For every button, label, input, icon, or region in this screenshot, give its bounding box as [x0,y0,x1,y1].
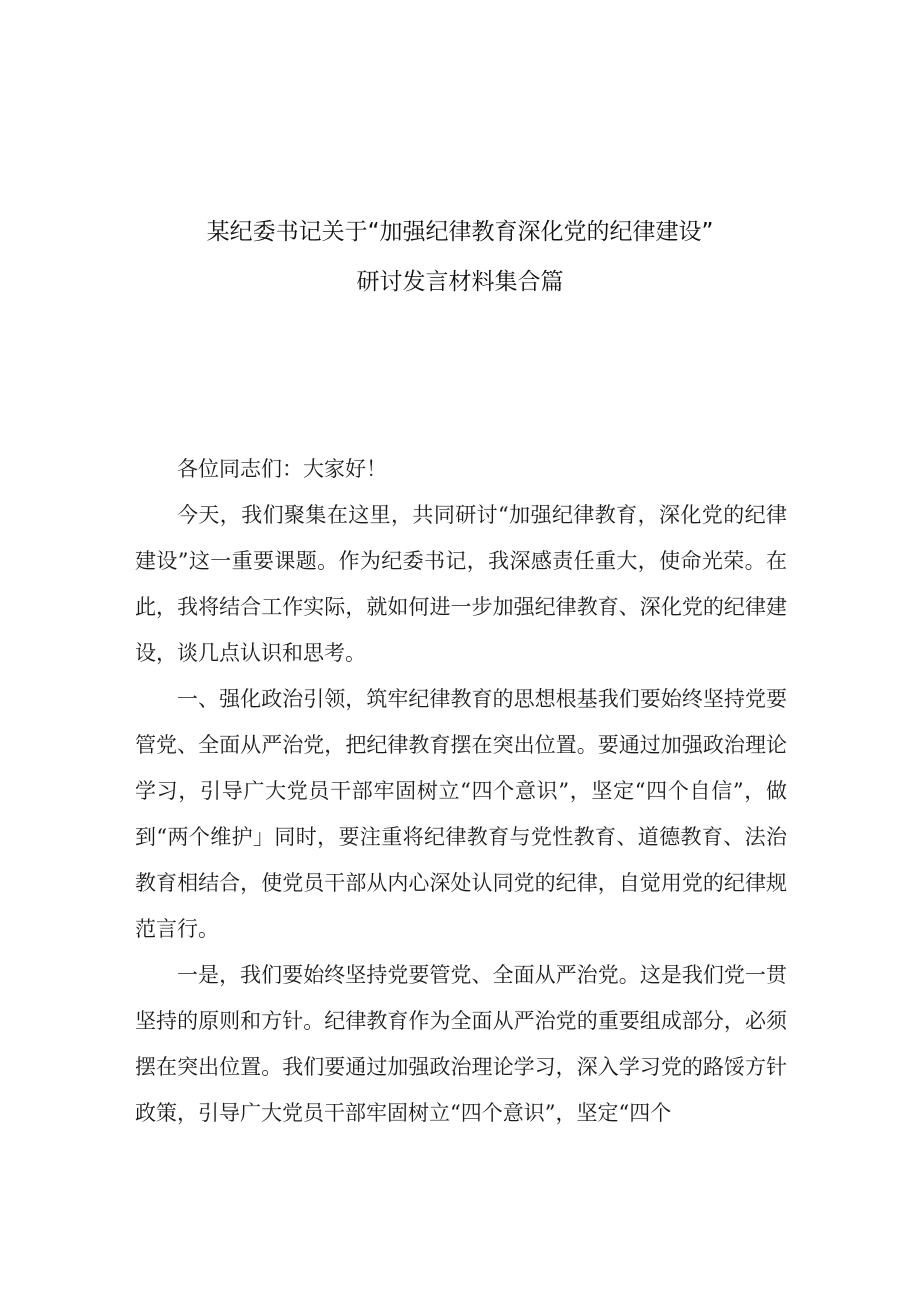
document-title-line2: 研讨发言材料集合篇 [356,269,564,295]
paragraph-intro: 今天，我们聚集在这里，共同研讨“加强纪律教育，深化党的纪律建设”这一重要课题。作为纪委书记，我深感责任重大，使命光荣。在此，我将结合工作实际，就如何进一步加强纪律教育、深化党的纪律建设，谈几点认识和思考。 [135,503,787,665]
document-body [135,446,787,1136]
document-title-line1: 某纪委书记关于“加强纪律教育深化党的纪律建设” [206,219,714,245]
paragraph-section-one: 一、强化政治引领，筑牢纪律教育的思想根基我们要始终坚持党要管党、全面从严治党，把纪律教育摆在突出位置。要通过加强政治理论学习，引导广大党员干部牢固树立“四个意识”，坚定“四个自信”，做到“两个维护」同时，要注重将纪律教育与党性教育、道德教育、法治教育相结合，使党员干部从内心深处认同党的纪律，自觉用党的纪律规范言行。 [135,687,787,941]
paragraph-point-one: 一是，我们要始终坚持党要管党、全面从严治党。这是我们党一贯坚持的原则和方针。纪律教育作为全面从严治党的重要组成部分，必须摆在突出位置。我们要通过加强政治理论学习，深入学习党的路馁方针政策，引导广大党员干部牢固树立“四个意识”，坚定“四个 [135,963,787,1125]
paragraph-greeting: 各位同志们：大家好！ [177,457,387,481]
